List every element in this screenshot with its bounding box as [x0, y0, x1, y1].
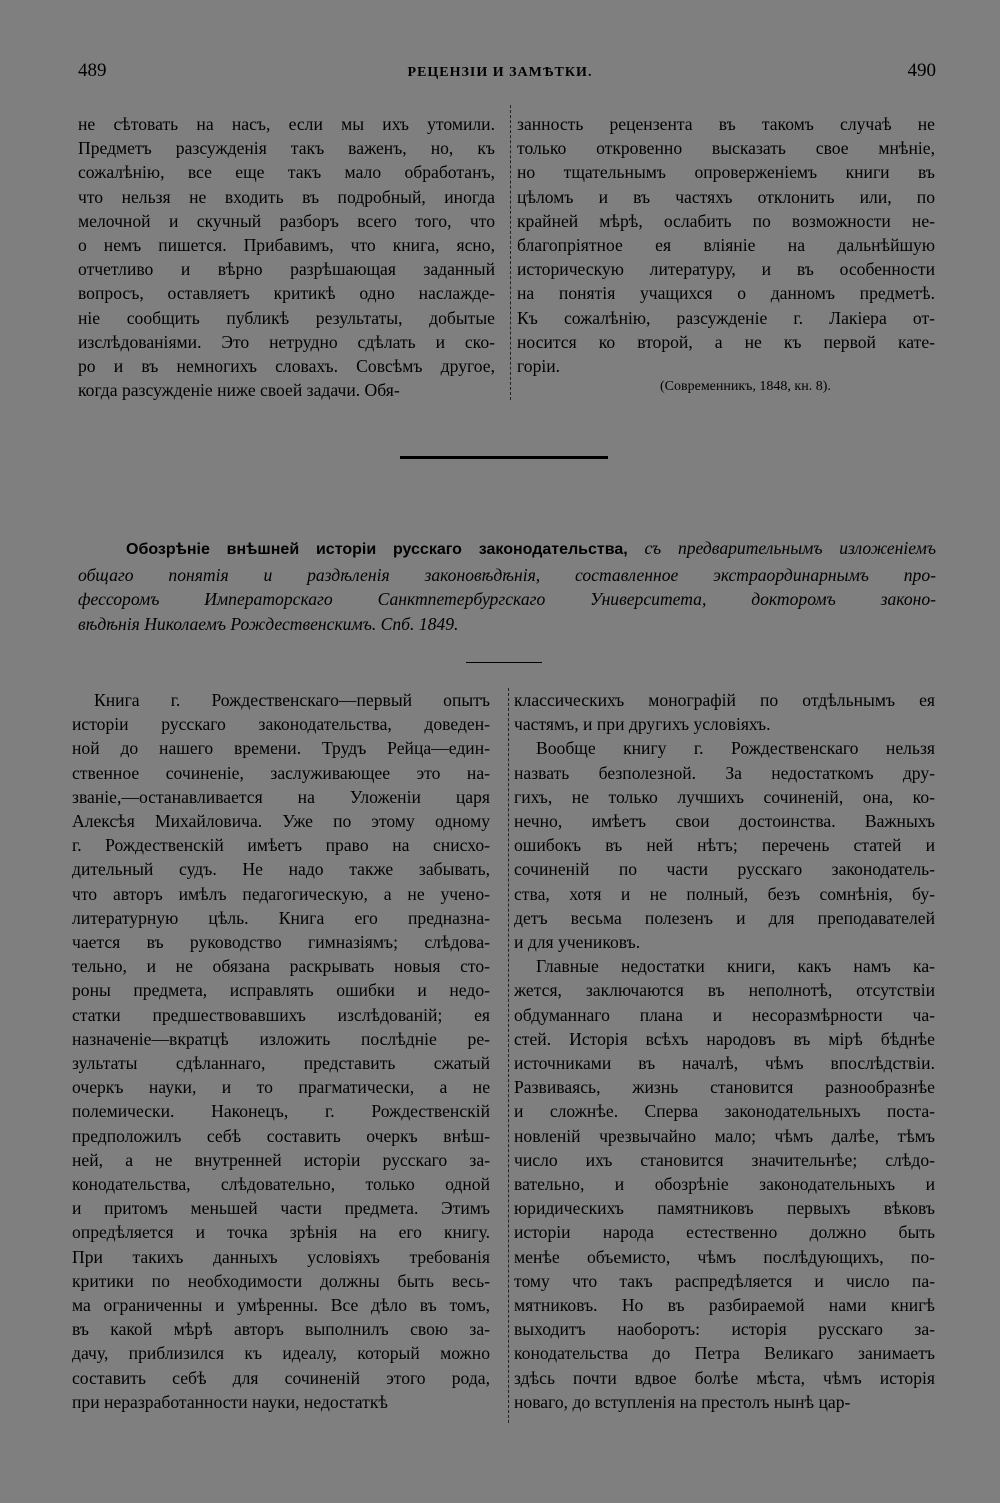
text-line: г. Рождественскій имѣетъ право на снисхо-	[72, 835, 490, 856]
body-left-column	[72, 688, 490, 1414]
text-line: частямъ, и при другихъ условіяхъ.	[514, 714, 771, 735]
text-line: выходитъ наоборотъ: исторія русскаго за-	[514, 1319, 935, 1340]
text-line: Развиваясь, жизнь становится разнообразнѣе	[514, 1077, 935, 1098]
text-line: сожалѣнію, все еще такъ мало обработанъ,	[78, 162, 495, 183]
text-line: новленій чрезвычайно мало; чѣмъ далѣе, тѣмъ	[514, 1125, 935, 1146]
text-line: горіи.	[517, 356, 561, 377]
text-line: назвать безполезной. За недостаткомъ дру-	[514, 762, 935, 783]
text-line: конодательства до Петра Великаго занимаетъ	[514, 1343, 935, 1364]
text-line: ней, а не внутренней исторіи русскаго за-	[72, 1149, 490, 1170]
text-line: Предметъ разсужденія такъ важенъ, но, къ	[78, 138, 495, 159]
text-line: назначеніе—вкратцѣ изложить послѣдніе ре-	[72, 1028, 490, 1049]
text-line: дительный судъ. Не надо также забывать,	[72, 859, 490, 880]
text-line: при неразработанности науки, недостаткѣ	[72, 1391, 388, 1412]
text-line: тому что такъ распредѣляется и число па-	[514, 1270, 935, 1291]
text-line: число ихъ становится значительнѣе; слѣдо-	[514, 1149, 935, 1170]
body-column-divider	[508, 688, 509, 1423]
text-line: ніе сообщить публикѣ результаты, добытые	[78, 307, 495, 328]
text-line: Книга г. Рождественскаго—первый опытъ	[94, 690, 490, 710]
text-line: роны предмета, исправлять ошибки и недо-	[72, 980, 490, 1001]
text-line: и притомъ меньшей части предмета. Этимъ	[72, 1198, 490, 1219]
text-line: составить себѣ для сочиненій этого рода,	[72, 1367, 490, 1388]
text-line: на понятія учащихся о данномъ предметѣ.	[517, 283, 935, 304]
text-line: мятниковъ. Но въ разбираемой нами книгѣ	[514, 1295, 935, 1316]
page-number-left: 489	[78, 60, 107, 81]
title-line-4: вѣдѣнія Николаемъ Рождественскимъ. Спб. 1849.	[78, 613, 459, 634]
text-line: отчетливо и вѣрно разрѣшающая заданный	[78, 259, 495, 280]
text-line: занность рецензента въ такомъ случаѣ не	[517, 114, 935, 134]
text-line: источниками въ началѣ, чѣмъ впослѣдствіи.	[514, 1053, 935, 1074]
text-line: и сложнѣе. Сперва законодательныхъ поста-	[514, 1101, 935, 1122]
text-line: Вообще книгу г. Рождественскаго нельзя	[536, 738, 935, 759]
text-line: статки предшествовавшихъ изслѣдованій; ея	[72, 1004, 490, 1025]
text-line: опредѣляется и точка зрѣнія на его книгу.	[72, 1222, 490, 1243]
text-line: дачу, приблизился къ идеалу, который можно	[72, 1343, 490, 1364]
text-line: что нельзя не входить въ подробный, иногда	[78, 186, 495, 207]
section-separator-short	[466, 662, 542, 663]
text-line: ной до нашего времени. Трудъ Рейца—един-	[72, 738, 490, 759]
text-line: носится ко второй, а не къ первой кате-	[517, 331, 935, 352]
text-line: литературную цѣль. Книга его предназна-	[72, 907, 490, 928]
text-line: При такихъ данныхъ условіяхъ требованія	[72, 1246, 490, 1267]
text-line: но тщательнымъ опроверженіемъ книги въ	[517, 162, 935, 183]
text-line: историческую литературу, и въ особенности	[517, 259, 935, 280]
citation: (Современникъ, 1848, кн. 8).	[660, 379, 831, 394]
running-title: РЕЦЕНЗІИ И ЗАМѢТКИ.	[407, 65, 593, 80]
top-right-column	[517, 112, 935, 378]
text-line: ро и въ немногихъ словахъ. Совсѣмъ другое,	[78, 356, 495, 377]
text-line: благопріятное ея вліяніе на дальнѣйшую	[517, 235, 935, 256]
title-italic-1: съ предварительнымъ изложеніемъ	[644, 538, 936, 558]
text-line: предположилъ себѣ составить очеркъ внѣш-	[72, 1125, 490, 1146]
text-line: что авторъ имѣлъ педагогическую, а не учено-	[72, 883, 490, 904]
text-line: полемически. Наконецъ, г. Рождественскій	[72, 1101, 490, 1122]
review-title	[78, 536, 936, 636]
text-line: классическихъ монографій по отдѣльнымъ ея	[514, 690, 935, 710]
text-line: конодательства, слѣдовательно, только одной	[72, 1174, 490, 1195]
text-line: исторіи русскаго законодательства, доведен-	[72, 714, 490, 735]
text-line: не сѣтовать на насъ, если мы ихъ утомили.	[78, 114, 495, 134]
title-line-2: общаго понятія и раздѣленія законовѣдѣнія, составленное экстраординарнымъ про-	[78, 564, 936, 585]
text-line: Къ сожалѣнію, разсужденіе г. Лакіера от-	[517, 307, 935, 328]
text-line: ства, хотя и не полный, безъ сомнѣнія, бу-	[514, 883, 935, 904]
text-line: сочиненій по части русскаго законодатель-	[514, 859, 935, 880]
text-line: нечно, имѣетъ свои достоинства. Важныхъ	[514, 811, 935, 832]
text-line: детъ весьма полезенъ и для преподавателей	[514, 907, 935, 928]
top-left-column	[78, 112, 495, 402]
text-line: вопросъ, оставляетъ критикѣ одно наслажде-	[78, 283, 495, 304]
text-line: Алексѣя Михайловича. Уже по этому одному	[72, 811, 490, 832]
text-line: чается въ руководство гимназіямъ; слѣдова-	[72, 932, 490, 953]
text-line: вательно, и обозрѣніе законодательныхъ и	[514, 1174, 935, 1195]
text-line: новаго, до вступленія на престолъ нынѣ цар-	[514, 1391, 851, 1412]
text-line: Главные недостатки книги, какъ намъ ка-	[536, 956, 935, 977]
text-line: критики по необходимости должны быть весь-	[72, 1270, 490, 1291]
top-column-divider	[510, 105, 511, 400]
text-line: юридическихъ памятниковъ первыхъ вѣковъ	[514, 1198, 935, 1219]
section-separator-long	[400, 456, 608, 459]
text-line: очеркъ науки, и то прагматически, а не	[72, 1077, 490, 1098]
body-right-column	[514, 688, 935, 1414]
text-line: цѣломъ и въ частяхъ отклонить или, по	[517, 186, 935, 207]
text-line: о немъ пишется. Прибавимъ, что книга, ясно,	[78, 235, 495, 256]
text-line: менѣе объемисто, чѣмъ послѣдующихъ, по-	[514, 1246, 935, 1267]
text-line: здѣсь почти вдвое болѣе мѣста, чѣмъ исторія	[514, 1367, 935, 1388]
title-bold: Обозрѣніе внѣшней исторіи русскаго законодательства,	[126, 541, 628, 558]
page-number-right: 490	[907, 60, 936, 81]
text-line: обдуманнаго плана и несоразмѣрности ча-	[514, 1004, 935, 1025]
text-line: стей. Исторія всѣхъ народовъ въ мірѣ бѣднѣе	[514, 1028, 935, 1049]
text-line: мелочной и скучный разборъ всего того, что	[78, 210, 495, 231]
title-line-3: фессоромъ Императорскаго Санктпетербургскаго Университета, докторомъ законо-	[78, 589, 936, 609]
text-line: въ какой мѣрѣ авторъ выполнилъ свою за-	[72, 1319, 490, 1340]
text-line: крайней мѣрѣ, ослабить по возможности не-	[517, 210, 935, 231]
title-line-1	[78, 536, 936, 563]
text-line: гихъ, не только лучшихъ сочиненій, она, ко-	[514, 786, 935, 807]
text-line: ма ограниченны и умѣренны. Все дѣло въ томъ,	[72, 1295, 490, 1316]
text-line: исторіи народа естественно должно быть	[514, 1222, 935, 1243]
text-line: ошибокъ въ ней нѣтъ; перечень статей и	[514, 835, 935, 856]
text-line: тельно, и не обязана раскрывать новыя сто-	[72, 956, 490, 977]
text-line: зультаты сдѣланнаго, представить сжатый	[72, 1053, 490, 1074]
text-line: и для учениковъ.	[514, 932, 641, 953]
text-line: когда разсужденіе ниже своей задачи. Обя-	[78, 380, 400, 401]
text-line: изслѣдованіями. Это нетрудно сдѣлать и ско-	[78, 331, 495, 352]
text-line: жется, заключаются въ неполнотѣ, отсутствіи	[514, 980, 935, 1001]
text-line: только откровенно высказать свое мнѣніе,	[517, 138, 935, 159]
text-line: ственное сочиненіе, заслуживающее это на-	[72, 762, 490, 783]
text-line: званіе,—останавливается на Уложеніи царя	[72, 786, 490, 807]
